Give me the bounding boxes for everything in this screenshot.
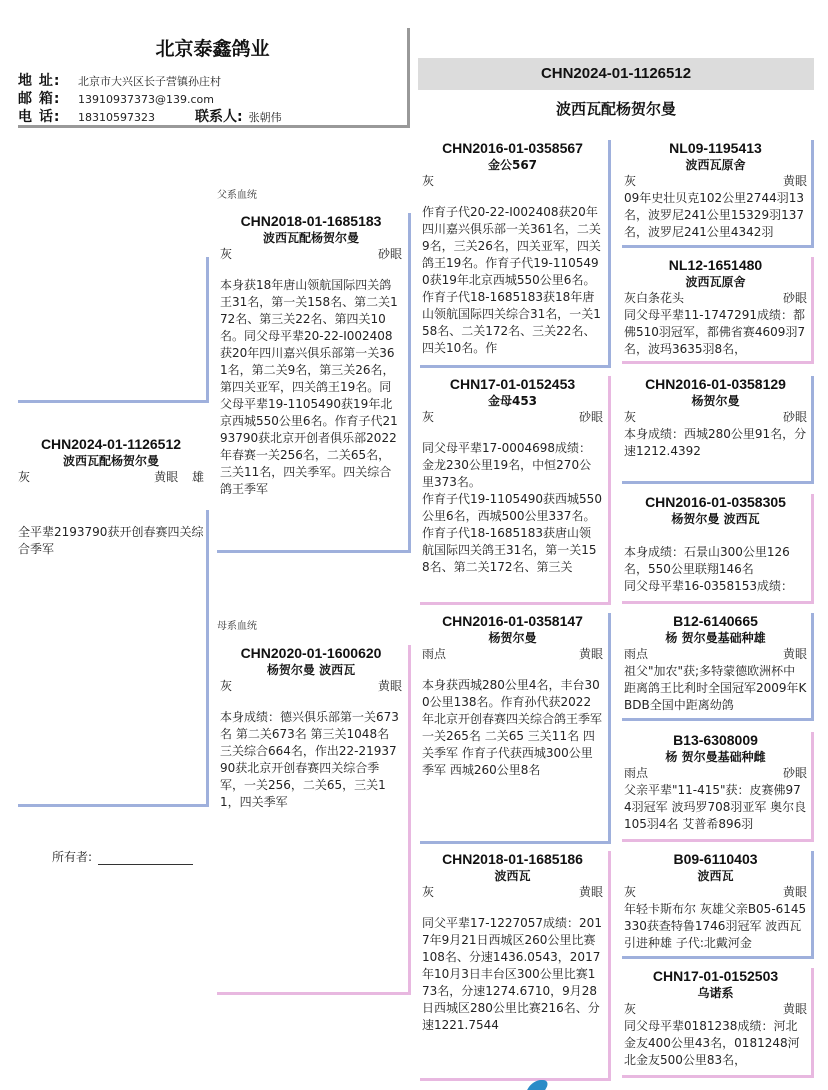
gp-name: 金母453 bbox=[487, 394, 538, 408]
ggp-ring: B12-6140665 bbox=[673, 613, 758, 629]
ggp-color: 灰白条花头 bbox=[624, 291, 685, 305]
phone-value: 18310597323 bbox=[78, 111, 155, 124]
sire-section-label: 父系血统 bbox=[217, 190, 257, 201]
ggp-name: 杨 贺尔曼基础种雌 bbox=[665, 750, 766, 764]
ggp-description: 本身成绩：石景山300公里126名，550公里联翔146名 同父母平辈16-0358153成绩： bbox=[624, 545, 794, 593]
gp-eye: 黄眼 bbox=[578, 647, 603, 661]
ggp-description: 祖父"加农"获;多特蒙德欧洲杯中距离鸽王比利时全国冠军2009年KBDB全国中距离幼鸽 bbox=[624, 664, 807, 712]
gp-attributes bbox=[422, 884, 603, 901]
ggp-ring: B09-6110403 bbox=[673, 851, 758, 867]
dam-name: 杨贺尔曼 波西瓦 bbox=[266, 663, 356, 677]
company-name: 北京泰鑫鸽业 bbox=[155, 38, 270, 60]
gp-attributes bbox=[422, 646, 603, 663]
great-grandparent-card[interactable] bbox=[622, 140, 814, 248]
sire-description: 本身获18年唐山领航国际四关鸽王31名，第一关158名、第二关172名、第三关22名、第四关10名。同父母平辈20-22-I002408获20年四川嘉兴俱乐部第一关361名，第二关9名，第三关26名，第四关亚军，四关鸽王19名。同父母平辈19-1105490获19年北京西城550公里6名。作育子代2193790获北京开创者俱乐部2022年春赛一关256名，二关65名，三关11名，四关季军。四关综合鸽王季军 bbox=[220, 278, 398, 496]
ggp-eye: 砂眼 bbox=[782, 766, 807, 780]
ggp-name: 波西瓦原舍 bbox=[685, 158, 746, 172]
ggp-color: 灰 bbox=[624, 410, 637, 424]
ggp-eye: 黄眼 bbox=[782, 885, 807, 899]
sire-card[interactable] bbox=[217, 213, 411, 553]
gp-attributes bbox=[422, 409, 603, 426]
phone-label: 电 话: bbox=[18, 109, 61, 125]
ggp-attributes bbox=[624, 765, 807, 782]
great-grandparent-card[interactable] bbox=[622, 613, 814, 721]
subject-eye: 黄眼 bbox=[154, 470, 179, 484]
phone-row bbox=[18, 106, 282, 126]
gp-ring: CHN2016-01-0358147 bbox=[442, 613, 583, 629]
gp-attributes bbox=[422, 173, 603, 190]
gp-name: 杨贺尔曼 bbox=[488, 631, 537, 645]
dam-description: 本身成绩：德兴俱乐部第一关673名 第二关673名 第三关1048名 三关综合664名，作出22-2193790获北京开创春赛四关综合季军，一关256，二关65，三关11，四关季军 bbox=[220, 710, 399, 809]
sire-eye: 砂眼 bbox=[377, 247, 402, 261]
gp-eye: 砂眼 bbox=[578, 410, 603, 424]
subject-description-overlay: 全平辈2193790获开创春赛四关综合季军 bbox=[18, 525, 204, 556]
pairing-title: 波西瓦配杨贺尔曼 bbox=[555, 100, 676, 118]
ggp-name: 乌诺系 bbox=[697, 986, 734, 1000]
subject-sex: 雄 bbox=[191, 470, 204, 484]
ggp-color: 雨点 bbox=[624, 766, 649, 780]
ggp-eye: 砂眼 bbox=[782, 291, 807, 305]
gp-description: 同父母平辈17-0004698成绩：金龙230公里19名，中恒270公里373名。 作育子代19-1105490获西城550公里6名，西城500公里337名。 作育子代18-1685183获唐山领航国际四关鸽王31名，第一关158名、第二关172名、第三关 bbox=[422, 441, 602, 574]
gp-eye: 黄眼 bbox=[578, 885, 603, 899]
gp-color: 灰 bbox=[422, 885, 435, 899]
subject-name: 波西瓦配杨贺尔曼 bbox=[62, 454, 159, 468]
sire-name: 波西瓦配杨贺尔曼 bbox=[262, 231, 359, 245]
gp-ring: CHN2018-01-1685186 bbox=[442, 851, 583, 867]
great-grandparent-card[interactable] bbox=[622, 851, 814, 959]
ggp-description: 本身成绩：西城280公里91名，分速1212.4392 bbox=[624, 427, 807, 458]
ggp-attributes bbox=[624, 884, 807, 901]
subject-card[interactable] bbox=[18, 436, 204, 486]
great-grandparent-card[interactable] bbox=[622, 732, 814, 842]
ring-number-banner: CHN2024-01-1126512 bbox=[418, 58, 814, 90]
gp-name: 波西瓦 bbox=[494, 869, 531, 883]
ggp-ring: NL12-1651480 bbox=[668, 257, 763, 273]
ggp-attributes bbox=[624, 173, 807, 190]
gp-ring: CHN17-01-0152453 bbox=[449, 376, 576, 392]
gp-name: 金公567 bbox=[487, 158, 538, 172]
subject-connector-top bbox=[18, 257, 209, 403]
dam-card[interactable] bbox=[217, 645, 411, 995]
dam-section-label: 母系血统 bbox=[217, 621, 257, 632]
email-value[interactable]: 13910937373@139.com bbox=[78, 93, 214, 106]
ggp-description: 同父母平辈11-1747291成绩：都佛510羽冠军，都佛省赛4609羽7名，波玛3635羽8名， bbox=[624, 308, 806, 356]
ggp-ring: CHN17-01-0152503 bbox=[652, 968, 779, 984]
gp-description: 本身获西城280公里4名，丰台300公里138名。作育孙代获2022年北京开创春赛四关综合鸽王季军 一关265名 二关65 三关11名 四关季军 作育子代获西城300公里季军 西城260公里8名 bbox=[422, 678, 603, 777]
breeder-header bbox=[18, 28, 410, 128]
owner-blank-line[interactable] bbox=[98, 852, 193, 865]
address-value: 北京市大兴区长子营镇孙庄村 bbox=[78, 75, 221, 88]
great-grandparent-card[interactable] bbox=[622, 376, 814, 484]
ggp-attributes bbox=[624, 1001, 807, 1018]
ggp-eye: 砂眼 bbox=[782, 410, 807, 424]
ggp-color: 灰 bbox=[624, 174, 637, 188]
address-label: 地 址: bbox=[18, 73, 61, 89]
dam-attributes bbox=[220, 678, 402, 695]
ggp-ring: B13-6308009 bbox=[673, 732, 758, 748]
subject-attributes bbox=[18, 469, 204, 486]
email-row bbox=[18, 88, 214, 108]
grandparent-card-sire-dam[interactable] bbox=[420, 376, 611, 605]
great-grandparent-card[interactable] bbox=[622, 494, 814, 604]
grandparent-card-dam-sire[interactable] bbox=[420, 613, 611, 844]
contact-label: 联系人: bbox=[194, 109, 243, 125]
subject-color: 灰 bbox=[18, 470, 31, 484]
sire-ring: CHN2018-01-1685183 bbox=[240, 213, 382, 229]
ggp-description: 09年史壮贝克102公里2744羽13名，波罗尼241公里15329羽137名，波罗尼241公里4342羽 bbox=[624, 191, 804, 239]
ggp-ring: NL09-1195413 bbox=[669, 140, 762, 156]
sire-attributes bbox=[220, 246, 402, 263]
gp-color: 灰 bbox=[422, 410, 435, 424]
grandparent-card-dam-dam[interactable] bbox=[420, 851, 611, 1081]
ggp-description: 父亲平辈"11-415"获：皮赛佛974羽冠军 波玛罗708羽亚军 奥尔良105羽4名 艾普希896羽 bbox=[624, 783, 807, 831]
ggp-name: 杨贺尔曼 波西瓦 bbox=[671, 512, 760, 526]
ggp-attributes bbox=[624, 290, 807, 307]
great-grandparent-card[interactable] bbox=[622, 257, 814, 364]
ggp-name: 波西瓦原舍 bbox=[685, 275, 746, 289]
gp-color: 雨点 bbox=[422, 647, 447, 661]
gp-ring: CHN2016-01-0358567 bbox=[442, 140, 583, 156]
email-label: 邮 箱: bbox=[18, 91, 61, 107]
gp-description: 同父平辈17-1227057成绩：2017年9月21日西城区260公里比赛108名、分速1436.0543，2017年10月3日丰台区300公里比赛173名，分速1274.6710，9月28日西城区280公里比赛216名、分速1221.7544 bbox=[422, 916, 602, 1032]
dam-color: 灰 bbox=[220, 679, 233, 693]
watermark-logo-icon bbox=[527, 1080, 551, 1090]
ggp-description: 年轻卡斯布尔 灰雄父亲B05-6145330获查特鲁1746羽冠军 波西瓦引进种雄 子代:北戴河金 bbox=[624, 902, 807, 950]
ggp-color: 雨点 bbox=[624, 647, 649, 661]
owner-field[interactable] bbox=[52, 848, 193, 865]
ggp-color: 灰 bbox=[624, 885, 637, 899]
ggp-attributes bbox=[624, 646, 807, 663]
ggp-ring: CHN2016-01-0358129 bbox=[645, 376, 786, 392]
grandparent-card-sire-sire[interactable] bbox=[420, 140, 611, 368]
ggp-name: 杨贺尔曼 bbox=[691, 394, 740, 408]
ggp-color: 灰 bbox=[624, 1002, 637, 1016]
ggp-name: 波西瓦 bbox=[697, 869, 734, 883]
address-row bbox=[18, 70, 221, 90]
dam-eye: 黄眼 bbox=[377, 679, 402, 693]
ggp-description: 同父母平辈0181238成绩：河北金友400公里43名，0181248河北金友500公里83名， bbox=[624, 1019, 800, 1067]
subject-ring: CHN2024-01-1126512 bbox=[40, 436, 182, 452]
ggp-eye: 黄眼 bbox=[782, 647, 807, 661]
ggp-attributes bbox=[624, 527, 807, 544]
great-grandparent-card[interactable] bbox=[622, 968, 814, 1078]
ggp-eye: 黄眼 bbox=[782, 174, 807, 188]
ggp-name: 杨 贺尔曼基础种雄 bbox=[665, 631, 766, 645]
sire-color: 灰 bbox=[220, 247, 233, 261]
owner-label: 所有者: bbox=[52, 850, 93, 864]
ggp-attributes bbox=[624, 409, 807, 426]
gp-color: 灰 bbox=[422, 174, 435, 188]
dam-ring: CHN2020-01-1600620 bbox=[240, 645, 382, 661]
contact-value: 张朝伟 bbox=[248, 111, 282, 124]
gp-description: 作育子代20-22-I002408获20年四川嘉兴俱乐部一关361名，二关9名，三关26名，四关亚军，四关鸽王19名。作育子代19-1105490获19年北京西城550公里6名。作育子代18-1685183获18年唐山领航国际四关综合31名，一关158名、二关172名、三关22名、四关10名。作 bbox=[422, 205, 601, 355]
ggp-eye: 黄眼 bbox=[782, 1002, 807, 1016]
ggp-ring: CHN2016-01-0358305 bbox=[645, 494, 786, 510]
